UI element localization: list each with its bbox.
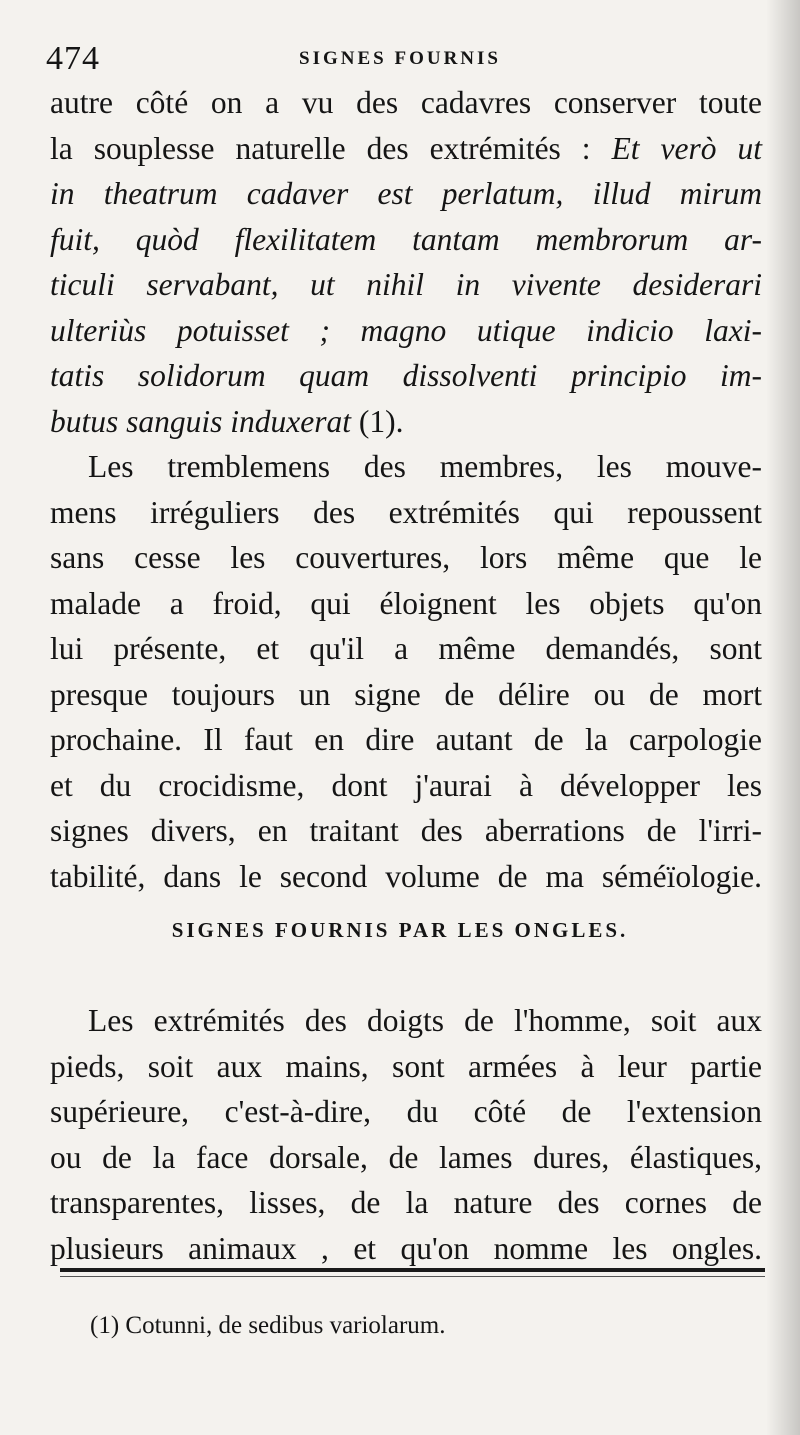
text-line: transparentes, lisses, de la nature des cornes de [50,1185,762,1220]
footnote: (1) Cotunni, de sedibus variolarum. [90,1312,446,1339]
section-text [50,998,762,1271]
text-line: la souplesse naturelle des extrémités : Et verò ut [50,130,763,166]
text-line: in theatrum cadaver est perlatum, illud mirum [50,176,762,211]
running-title: SIGNES FOURNIS [299,48,501,69]
text-line: fuit, quòd flexilitatem tantam membrorum ar- [50,221,762,257]
main-text [50,80,762,899]
text-line: Les tremblemens des membres, les mouve- [88,449,762,484]
text-line: tatis solidorum quam dissolventi principio im- [50,358,762,393]
text-line: ulteriùs potuisset ; magno utique indicio laxi- [50,312,762,348]
footnote-reference: (1). [358,403,404,439]
page-header [0,36,800,86]
text-line: ou de la face dorsale, de lames dures, élastiques, [50,1139,762,1175]
footnote-rule-thin [60,1276,765,1277]
text-line: presque toujours un signe de délire ou de mort [50,676,762,712]
text-line: butus sanguis induxerat (1). [50,403,404,439]
text-line: autre côté on a vu des cadavres conserver toute [50,85,762,120]
text-line: supérieure, c'est-à-dire, du côté de l'extension [50,1094,762,1129]
footnote-rule [60,1268,765,1272]
text-line: tabilité, dans le second volume de ma séméïologie. [50,858,762,894]
text-line: prochaine. Il faut en dire autant de la carpologie [50,722,762,757]
page-number: 474 [46,40,100,77]
text-line: signes divers, en traitant des aberrations de l'irri- [50,813,762,848]
text-line: et du crocidisme, dont j'aurai à développer les [50,767,762,803]
text-line: ticuli servabant, ut nihil in vivente desiderari [50,267,762,302]
text-line: lui présente, et qu'il a même demandés, sont [50,631,762,666]
text-line: sans cesse les couvertures, lors même que le [50,540,762,575]
text-line: Les extrémités des doigts de l'homme, soit aux [88,1003,762,1038]
text-line: mens irréguliers des extrémités qui repoussent [50,494,762,530]
section-heading: SIGNES FOURNIS PAR LES ONGLES. [171,918,629,942]
text-line: pieds, soit aux mains, sont armées à leur partie [50,1048,762,1084]
page-edge-shadow [766,0,800,1435]
text-line: malade a froid, qui éloignent les objets qu'on [50,585,762,621]
text-line: plusieurs animaux , et qu'on nomme les ongles. [50,1230,762,1266]
